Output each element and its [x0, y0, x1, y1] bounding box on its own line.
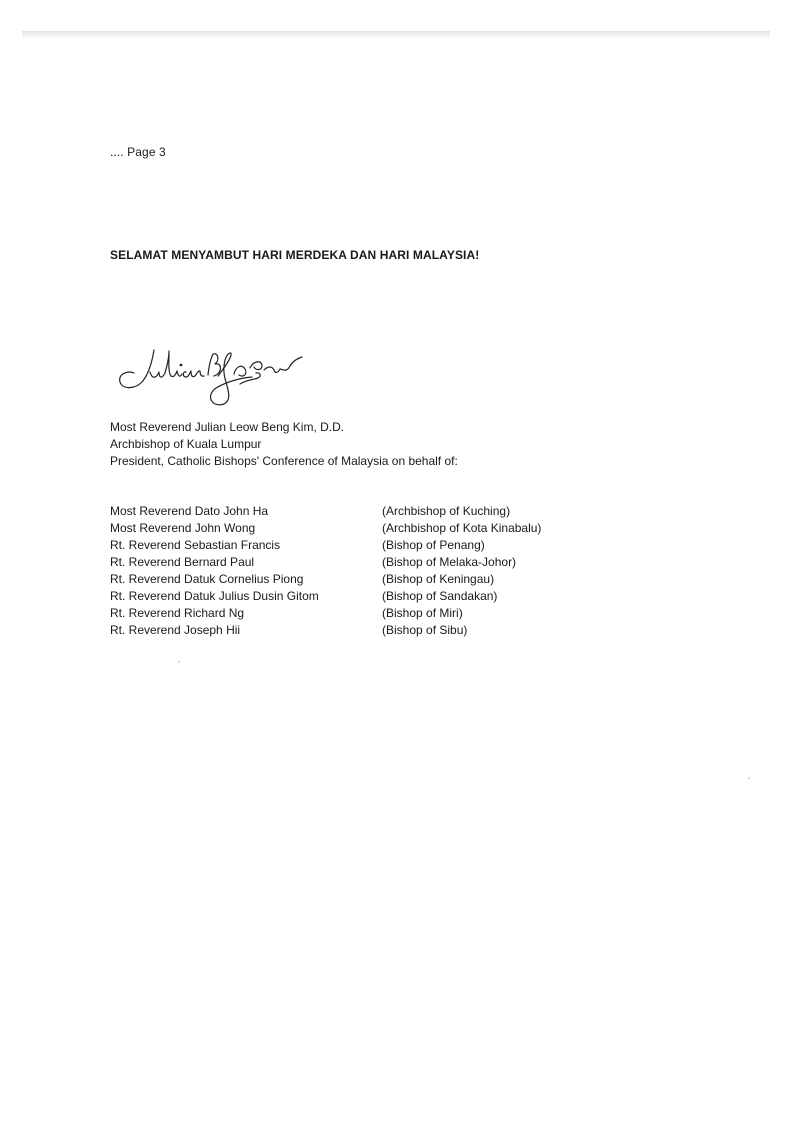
bishop-see: (Bishop of Sandakan)	[382, 589, 498, 603]
signatory-block	[110, 419, 458, 470]
bishop-see: (Bishop of Melaka-Johor)	[382, 555, 517, 569]
bishop-see: (Bishop of Miri)	[382, 606, 463, 620]
bishop-see: (Bishop of Keningau)	[382, 572, 495, 586]
bishop-see: (Archbishop of Kota Kinabalu)	[382, 521, 542, 535]
bishop-name: Most Reverend John Wong	[110, 521, 256, 535]
bishop-name: Rt. Reverend Datuk Cornelius Piong	[110, 572, 304, 586]
bishop-row	[110, 605, 590, 622]
bishops-list	[110, 503, 590, 639]
bishop-name: Rt. Reverend Sebastian Francis	[110, 538, 281, 552]
bishop-name: Rt. Reverend Joseph Hii	[110, 623, 241, 637]
signatory-title: Archbishop of Kuala Lumpur	[110, 437, 262, 451]
bishop-see: (Bishop of Sibu)	[382, 623, 468, 637]
greeting-heading: SELAMAT MENYAMBUT HARI MERDEKA DAN HARI MALAYSIA!	[110, 248, 480, 262]
signature-image	[112, 342, 312, 408]
bishop-row	[110, 554, 590, 571]
bishop-name: Rt. Reverend Datuk Julius Dusin Gitom	[110, 589, 319, 603]
signatory-role: President, Catholic Bishops' Conference of Malaysia on behalf of:	[110, 454, 458, 468]
bishop-row	[110, 622, 590, 639]
bishop-name: Rt. Reverend Bernard Paul	[110, 555, 255, 569]
bishop-row	[110, 537, 590, 554]
scan-speck	[178, 661, 180, 663]
bishop-name: Most Reverend Dato John Ha	[110, 504, 269, 518]
bishop-row	[110, 571, 590, 588]
scan-speck	[748, 777, 750, 779]
page-reference: .... Page 3	[110, 145, 166, 159]
scan-shadow	[22, 31, 770, 39]
bishop-row	[110, 503, 590, 520]
signatory-name: Most Reverend Julian Leow Beng Kim, D.D.	[110, 420, 345, 434]
bishop-name: Rt. Reverend Richard Ng	[110, 606, 245, 620]
bishop-see: (Archbishop of Kuching)	[382, 504, 511, 518]
bishop-row	[110, 520, 590, 537]
bishop-row	[110, 588, 590, 605]
bishop-see: (Bishop of Penang)	[382, 538, 485, 552]
